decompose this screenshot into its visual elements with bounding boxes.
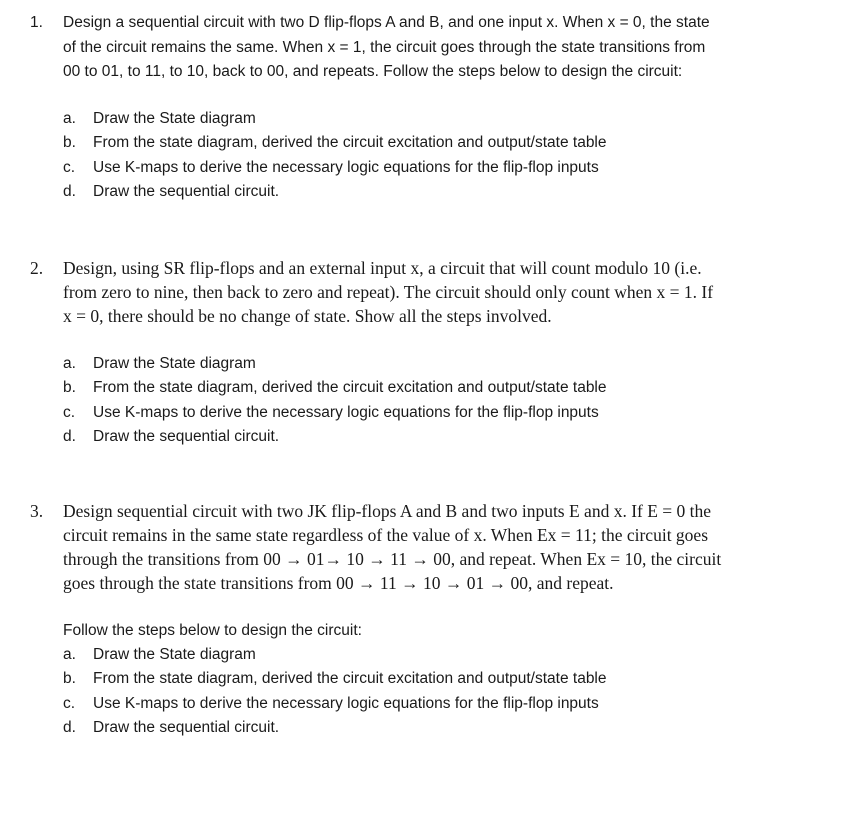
question-line: Design, using SR flip-flops and an external input x, a circuit that will count modulo 10 (i.e. (63, 258, 702, 278)
step-text: From the state diagram, derived the circuit excitation and output/state table (93, 670, 607, 688)
step-label: b. (63, 134, 76, 152)
step-list (63, 352, 607, 449)
step-item (63, 352, 607, 376)
step-label: c. (63, 158, 76, 176)
step-label: c. (63, 694, 76, 712)
question-text (63, 256, 793, 328)
step-text: Draw the State diagram (93, 110, 256, 127)
step-item (63, 156, 607, 180)
step-text: Use K-maps to derive the necessary logic equations for the flip-flop inputs (93, 694, 599, 712)
step-item (63, 180, 607, 204)
step-text: From the state diagram, derived the circuit excitation and output/state table (93, 134, 607, 152)
step-list (63, 107, 607, 204)
question-line: goes through the state transitions from 00 → 11 → 10 → 01 → 00, and repeat. (63, 573, 614, 593)
step-item (63, 667, 607, 691)
question-text (63, 499, 793, 595)
step-text: Draw the State diagram (93, 646, 256, 663)
question-line: x = 0, there should be no change of state. Show all the steps involved. (63, 306, 552, 326)
step-text: Draw the State diagram (93, 355, 256, 372)
question-line: through the transitions from 00 → 01→ 10 → 11 → 00, and repeat. When Ex = 10, the circuit (63, 549, 722, 569)
step-label: a. (63, 355, 76, 372)
step-item (63, 401, 607, 425)
step-label: c. (63, 403, 76, 421)
question-number: 2. (30, 258, 44, 278)
step-item (63, 643, 607, 667)
step-item (63, 716, 607, 740)
step-text: Use K-maps to derive the necessary logic equations for the flip-flop inputs (93, 158, 599, 176)
step-item (63, 107, 607, 131)
follow-instruction: Follow the steps below to design the circuit: (63, 622, 362, 639)
step-list (63, 643, 607, 740)
step-label: d. (63, 718, 76, 736)
step-item (63, 692, 607, 716)
question-line: of the circuit remains the same. When x = 1, the circuit goes through the state transitions from (63, 38, 706, 56)
step-text: Use K-maps to derive the necessary logic equations for the flip-flop inputs (93, 403, 599, 421)
step-label: b. (63, 670, 76, 688)
question-line: Design sequential circuit with two JK flip-flops A and B and two inputs E and x. If E = 0 the (63, 501, 712, 521)
step-label: a. (63, 646, 76, 663)
step-text: From the state diagram, derived the circuit excitation and output/state table (93, 379, 607, 397)
question-text (63, 11, 793, 85)
step-label: d. (63, 427, 76, 445)
step-text: Draw the sequential circuit. (93, 718, 280, 736)
question-line: 00 to 01, to 11, to 10, back to 00, and repeats. Follow the steps below to design the circuit: (63, 63, 683, 80)
step-item (63, 425, 607, 449)
step-text: Draw the sequential circuit. (93, 427, 280, 445)
question-line: circuit remains in the same state regardless of the value of x. When Ex = 11; the circuit goes (63, 525, 709, 545)
step-label: b. (63, 379, 76, 397)
question-line: from zero to nine, then back to zero and repeat). The circuit should only count when x = 1. If (63, 282, 714, 302)
question-number: 3. (30, 501, 44, 521)
question-number: 1. (30, 14, 43, 31)
question-line: Design a sequential circuit with two D flip-flops A and B, and one input x. When x = 0, the state (63, 14, 710, 31)
step-text: Draw the sequential circuit. (93, 182, 280, 200)
step-item (63, 131, 607, 155)
step-item (63, 376, 607, 400)
step-label: d. (63, 182, 76, 200)
step-label: a. (63, 110, 76, 127)
